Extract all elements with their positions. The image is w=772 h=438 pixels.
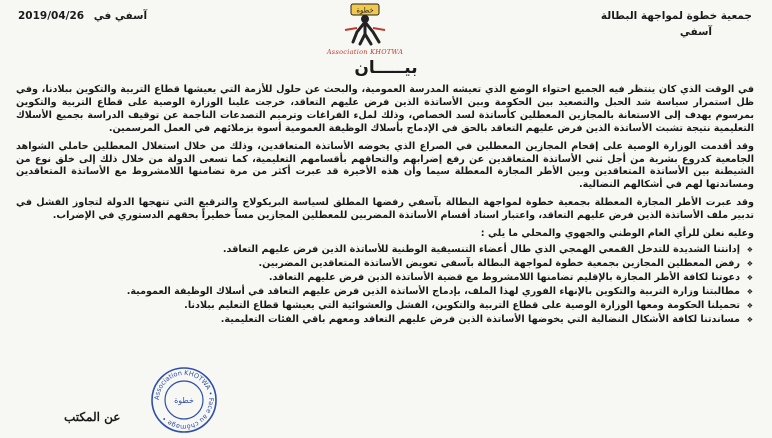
paragraph: وقد أقدمت الوزارة الوصية على إقحام المجازين المعطلين في الصراع الذي يخوضه الأساتذة المتعاقدين، وذلك من خلال استغلال المعطلين حاملي الشواهد الجامعية كدروع بشرية من أجل ثني الأساتذة المتعاقدين عن رفع إضرابهم والتحاقهم بأقسامهم التعليمية، كما تسعى الدولة من خلال ذلك إلى خلق نوع من الشيطنة بين الأساتذة المتعاقدين وبين الأطر المجازة المعطلة سيما وأن هذه الأخيرة قد عبرت أكثر من مرة تضامنها اللامشروط مع الأساتذة المتعاقدين ومساندتها لهم في أشكالهم النضالية.	[16, 140, 754, 191]
paragraph: وقد عبرت الأطر المجازة المعطلة بجمعية خطوة لمواجهة البطالة بآسفي رفضها المطلق لسياسة البريكولاج والترقيع التي تنهجها الدولة لتجاوز الفشل في تدبير ملف الأساتذة الذين فرض عليهم التعاقد، واعتبار اسناد أقسام الأساتذة المضربين للمعطلين المجازين مساً خطيراً بحقهم الدستوري في الإضراب.	[16, 197, 754, 222]
list-item: ❖ إدانتنا الشديدة للتدخل القمعي الهمجي الذي طال أعضاء التنسيقية الوطنية للأساتذة الذين فرض عليهم التعاقد.	[16, 244, 740, 257]
list-item: ❖ مساندتنا لكافة الأشكال النضالية التي يخوضها الأساتذة الذين فرض عليهم التعاقد ومعهم باقي الفئات التعليمية.	[16, 314, 740, 327]
paragraph-declaration-intro: وعليه نعلن للرأي العام الوطني والجهوي والمحلي ما يلي :	[480, 228, 754, 240]
logo-mark-text: خطوة	[356, 6, 374, 15]
organization-header	[601, 8, 752, 40]
statement-title: بيـــــان	[354, 58, 418, 78]
stamp-center-text: خطوة	[174, 396, 194, 405]
demands-list	[16, 244, 754, 326]
stamp-ring-text: Association KHOTWA • Face au chômage •	[152, 368, 216, 432]
list-item: ❖ تحميلنا الحكومة ومعها الوزارة الوصية على قطاع التربية والتكوين، الفشل والعشوائية التي يعيشها قطاع التعليم ببلادنا.	[16, 300, 740, 313]
logo-icon	[335, 2, 395, 46]
date-city: آسفي في	[93, 10, 148, 22]
organization-city: آسفي	[679, 26, 712, 38]
list-item: ❖ رفض المعطلين المجازين بجمعية خطوة لمواجهة البطالة بآسفي تعويض الأساتذة المتعاقدين المضربين.	[16, 258, 740, 271]
date-value: 2019/04/26	[18, 10, 85, 22]
organization-name: جمعية خطوة لمواجهة البطالة	[600, 10, 752, 22]
date-line	[18, 10, 147, 22]
logo-caption: Association KHOTWA	[326, 48, 404, 56]
paragraph: في الوقت الذي كان ينتظر فيه الجميع احتواء الوضع الذي تعيشه المدرسة العمومية، والبحث عن حلول للأزمة التي يعيشها قطاع التربية والتكوين ببلادنا، وفي ظل استمرار سياسة شد الحبل والتصعيد بين الحكومة وبين الأساتذة الذين فرض عليهم التعاقد، خرجت علينا الوزارة الوصية على قطاع التربية والتكوين بمرسوم يهدف إلى الاستعانة بالمجازين المعطلين كأساتذة لسد الخصاص، وذلك لملء الفراغات وترميم التصدعات الناجمة عن توقيف الدراسة بجميع الأسلاك التعليمية نتيجة تشبث الأساتذة الذين فرض عليهم التعاقد بالحق في الإدماج بأسلاك الوظيفة العمومية أسوة بزملائهم في العمل المرسمين.	[16, 84, 754, 134]
list-item: ❖ دعوتنا لكافة الأطر المجازة بالإقليم تضامنها اللامشروط مع قضية الأساتذة الذين فرض عليهم التعاقد.	[16, 272, 740, 285]
stamp-seal-icon	[150, 366, 218, 434]
signature: عن المكتب	[64, 410, 121, 424]
association-logo	[320, 2, 410, 56]
list-item: ❖ مطالبتنا وزارة التربية والتكوين بالإنهاء الفوري لهذا الملف، بإدماج الأساتذة الذين فرض عليهم التعاقد في أسلاك الوظيفة العمومية.	[16, 286, 740, 299]
statement-body	[16, 84, 754, 327]
association-stamp	[150, 366, 218, 434]
